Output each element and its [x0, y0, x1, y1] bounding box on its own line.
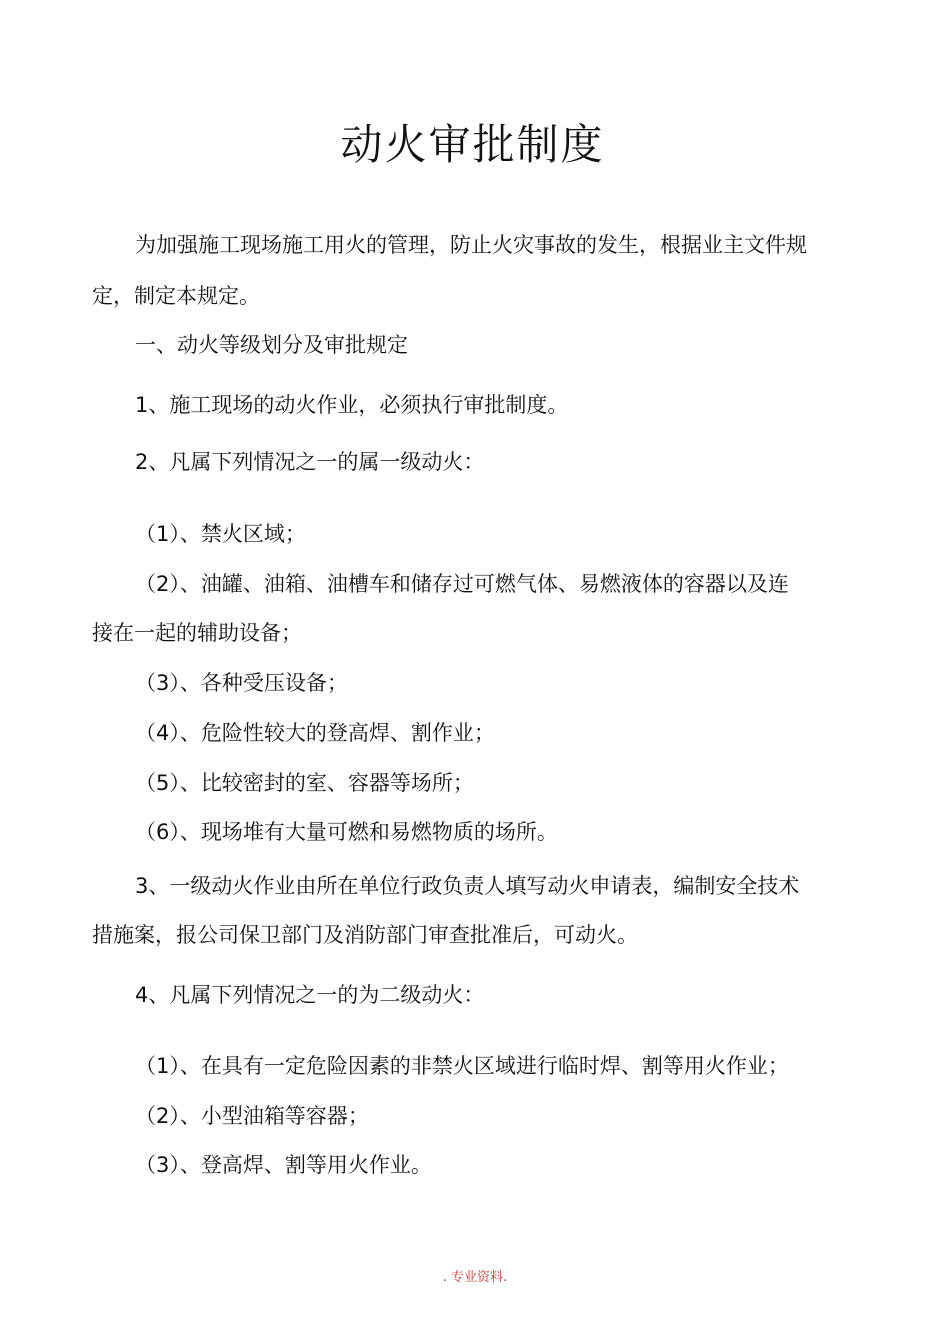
section-1-heading: 一、动火等级划分及审批规定 [135, 333, 408, 357]
item-2-sub-6: （6）、现场堆有大量可燃和易燃物质的场所。 [135, 820, 558, 844]
item-2-sub-2-line-2: 接在一起的辅助设备； [92, 621, 302, 645]
intro-paragraph-line-1: 为加强施工现场施工用火的管理，防止火灾事故的发生，根据业主文件规 [135, 233, 807, 257]
item-2: 2、凡属下列情况之一的属一级动火： [135, 450, 485, 474]
item-4: 4、凡属下列情况之一的为二级动火： [135, 983, 485, 1007]
intro-paragraph-line-2: 定，制定本规定。 [92, 284, 260, 308]
item-2-sub-2-line-1: （2）、油罐、油箱、油槽车和储存过可燃气体、易燃液体的容器以及连 [135, 572, 789, 596]
item-1: 1、施工现场的动火作业，必须执行审批制度。 [135, 393, 569, 417]
item-3-line-1: 3、一级动火作业由所在单位行政负责人填写动火申请表，编制安全技术 [135, 874, 800, 898]
item-2-sub-5: （5）、比较密封的室、容器等场所； [135, 771, 474, 795]
item-2-sub-3: （3）、各种受压设备； [135, 671, 348, 695]
document-title: 动火审批制度 [340, 120, 605, 169]
page-footer: . 专业资料. [442, 1270, 508, 1285]
item-4-sub-3: （3）、登高焊、割等用火作业。 [135, 1153, 432, 1177]
item-2-sub-1: （1）、禁火区域； [135, 522, 306, 546]
item-4-sub-2: （2）、小型油箱等容器； [135, 1104, 369, 1128]
item-2-sub-4: （4）、危险性较大的登高焊、割作业； [135, 721, 495, 745]
item-4-sub-1: （1）、在具有一定危险因素的非禁火区域进行临时焊、割等用火作业； [135, 1054, 789, 1078]
item-3-line-2: 措施案，报公司保卫部门及消防部门审查批准后，可动火。 [92, 923, 638, 947]
